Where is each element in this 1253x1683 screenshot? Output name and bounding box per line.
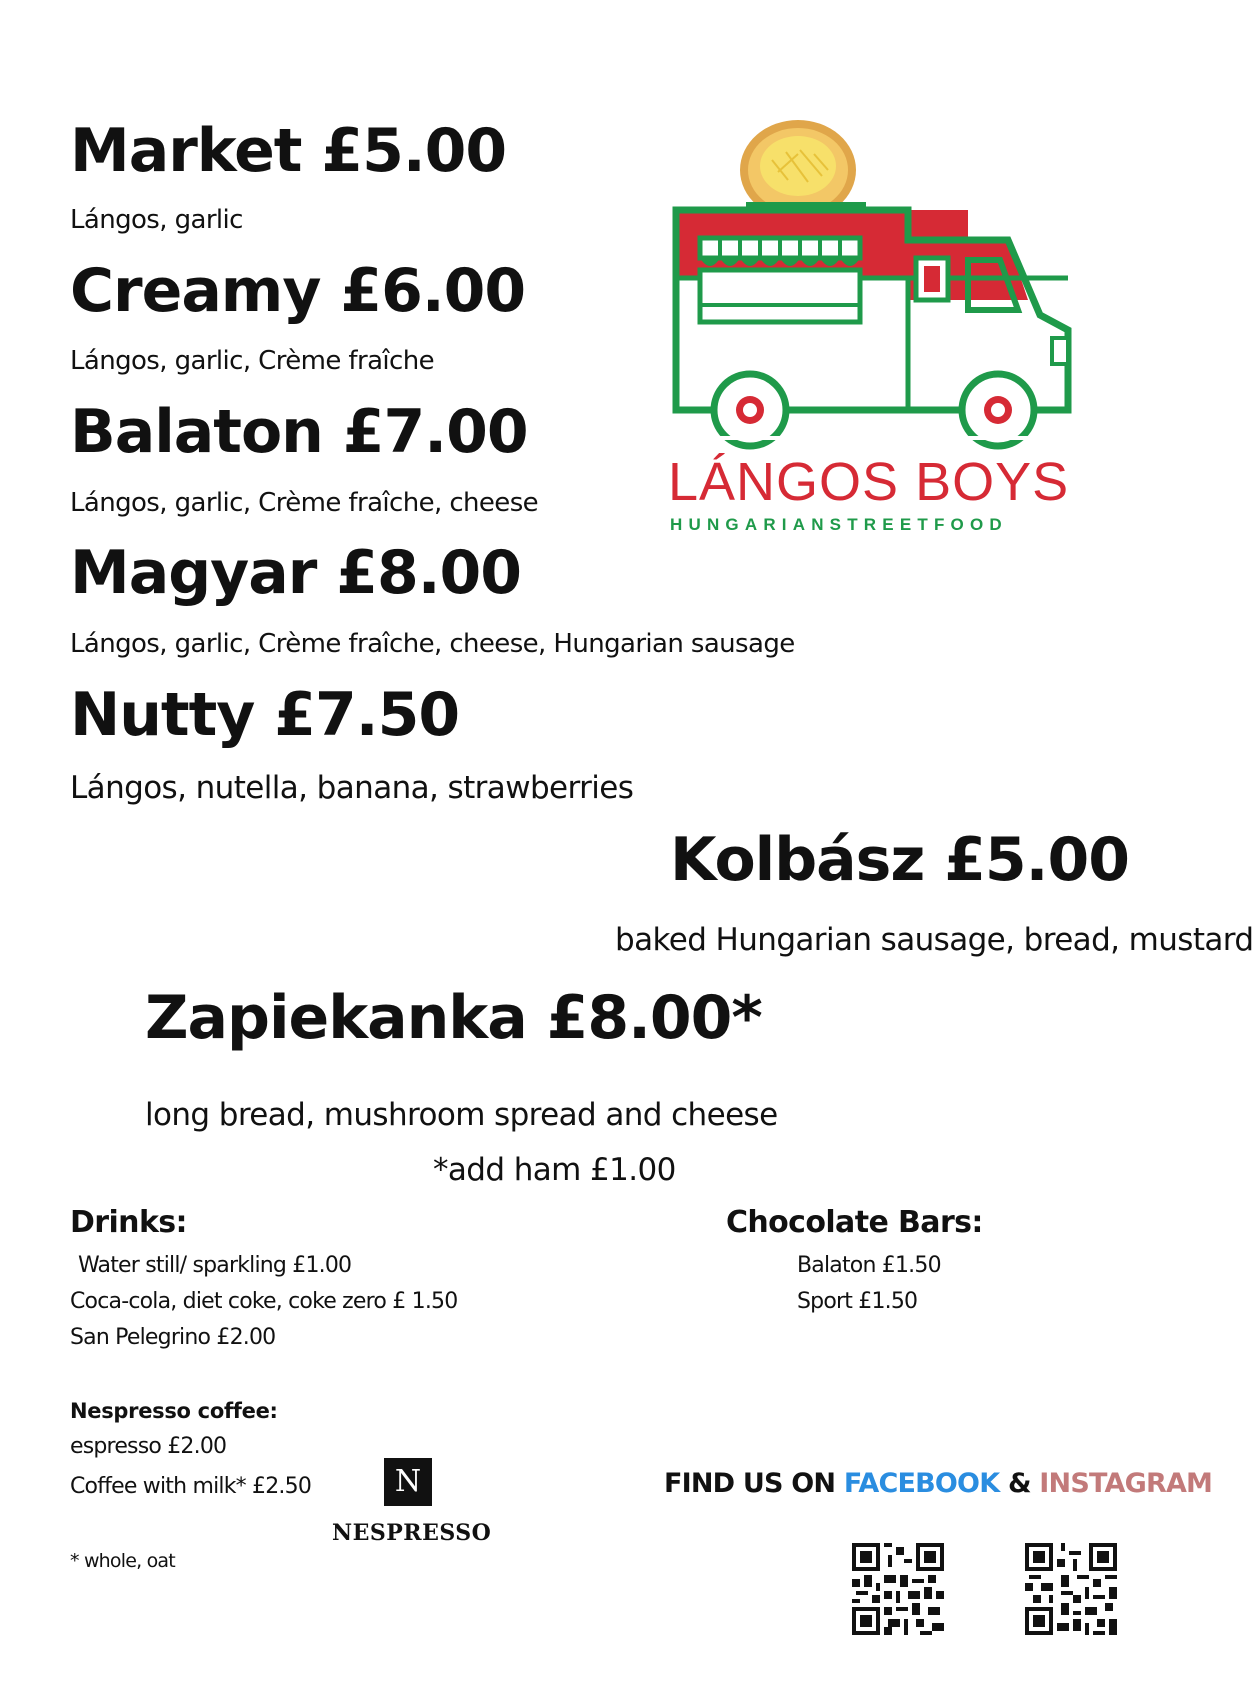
facebook-link[interactable]: FACEBOOK [843,1468,1000,1499]
menu-item-title-creamy: Creamy £6.00 [70,256,526,326]
coffee-line: espresso £2.00 [70,1434,227,1459]
menu-item-desc-balaton: Lángos, garlic, Crème fraîche, cheese [70,488,539,518]
nespresso-wordmark: NESPRESSO [332,1520,492,1546]
social-line [664,1470,1212,1497]
instagram-qr-code-icon[interactable] [1025,1543,1117,1635]
drinks-line: Coca-cola, diet coke, coke zero £ 1.50 [70,1289,458,1314]
menu-item-desc-market: Lángos, garlic [70,205,243,235]
food-truck-logo-icon [668,110,1084,440]
chocolate-line: Balaton £1.50 [797,1253,941,1278]
social-prefix: FIND US ON [664,1468,844,1499]
chocolate-heading: Chocolate Bars: [726,1205,983,1240]
menu-item-note-zapiekanka: *add ham £1.00 [433,1152,676,1188]
drinks-line: Water still/ sparkling £1.00 [78,1253,352,1278]
coffee-footnote: * whole, oat [70,1550,175,1572]
drinks-heading: Drinks: [70,1205,187,1240]
brand-tagline: HUNGARIANSTREETFOOD [670,515,1008,534]
menu-item-title-zapiekanka: Zapiekanka £8.00* [145,983,762,1053]
menu-item-desc-creamy: Lángos, garlic, Crème fraîche [70,346,435,376]
menu-item-desc-nutty: Lángos, nutella, banana, strawberries [70,770,634,806]
nespresso-logo-letter: N [394,1464,422,1499]
menu-item-title-balaton: Balaton £7.00 [70,397,528,467]
coffee-heading: Nespresso coffee: [70,1399,278,1423]
drinks-line: San Pelegrino £2.00 [70,1325,276,1350]
brand-name: LÁNGOS BOYS [668,452,1070,512]
menu-item-title-market: Market £5.00 [70,116,507,186]
chocolate-line: Sport £1.50 [797,1289,918,1314]
nespresso-logo-icon [384,1458,432,1506]
menu-item-desc-magyar: Lángos, garlic, Crème fraîche, cheese, Hungarian sausage [70,629,795,659]
menu-item-title-kolbasz: Kolbász £5.00 [670,825,1129,895]
menu-item-desc-zapiekanka: long bread, mushroom spread and cheese [145,1097,778,1133]
menu-item-title-nutty: Nutty £7.50 [70,680,460,750]
coffee-line: Coffee with milk* £2.50 [70,1474,312,1499]
facebook-qr-code-icon[interactable] [852,1543,944,1635]
instagram-link[interactable]: INSTAGRAM [1039,1468,1213,1499]
menu-item-desc-kolbasz: baked Hungarian sausage, bread, mustard [615,922,1253,958]
social-amp: & [999,1468,1040,1499]
menu-item-title-magyar: Magyar £8.00 [70,538,522,608]
